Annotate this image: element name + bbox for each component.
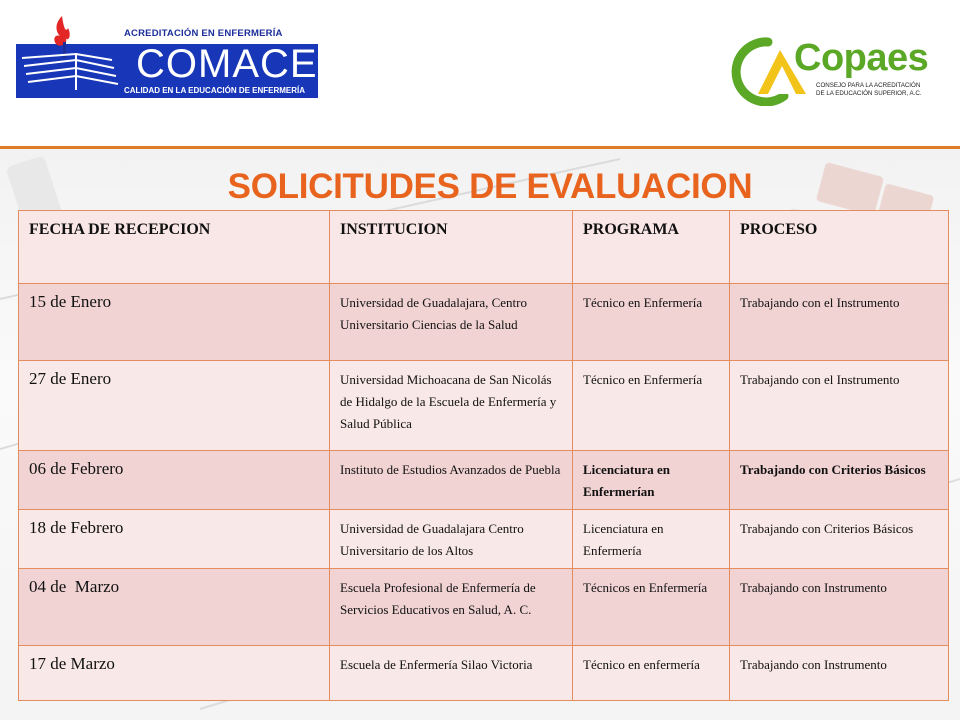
copaes-subtitle: [816, 82, 940, 98]
header-proceso: PROCESO: [730, 211, 949, 284]
comace-tagline-top: ACREDITACIÓN EN ENFERMERÍA: [124, 28, 283, 39]
table-row: [19, 569, 949, 646]
cell-institucion: Universidad de Guadalajara Centro Universitario de los Altos: [330, 510, 573, 569]
copaes-wordmark: Copaes: [794, 37, 929, 79]
table-header-row: [19, 211, 949, 284]
copaes-subtitle-line-1: CONSEJO PARA LA ACREDITACIÓN: [816, 82, 921, 89]
header-institucion: INSTITUCION: [330, 211, 573, 284]
table-row: [19, 510, 949, 569]
table-row: [19, 451, 949, 510]
cell-institucion: Universidad Michoacana de San Nicolás de Hidalgo de la Escuela de Enfermería y Salud Pública: [330, 361, 573, 451]
cell-programa: Técnico en Enfermería: [573, 284, 730, 361]
comace-tagline-bottom: CALIDAD EN LA EDUCACIÓN DE ENFERMERÍA: [124, 86, 306, 95]
book-flame-icon: [16, 14, 126, 98]
table-row: [19, 646, 949, 701]
header-programa: PROGRAMA: [573, 211, 730, 284]
page-title: SOLICITUDES DE EVALUACION: [227, 167, 753, 206]
comace-wordmark: COMACE: [136, 42, 318, 86]
table-row: [19, 284, 949, 361]
cell-fecha: 27 de Enero: [19, 361, 330, 451]
cell-programa: Técnicos en Enfermería: [573, 569, 730, 646]
cell-proceso: Trabajando con Criterios Básicos: [730, 510, 949, 569]
cell-fecha: 06 de Febrero: [19, 451, 330, 510]
cell-institucion: Instituto de Estudios Avanzados de Puebla: [330, 451, 573, 510]
cell-institucion: Universidad de Guadalajara, Centro Universitario Ciencias de la Salud: [330, 284, 573, 361]
header-fecha: FECHA DE RECEPCION: [19, 211, 330, 284]
cell-fecha: 04 de Marzo: [19, 569, 330, 646]
cell-institucion: Escuela Profesional de Enfermería de Servicios Educativos en Salud, A. C.: [330, 569, 573, 646]
copaes-logo: [728, 34, 938, 106]
cell-proceso: Trabajando con Criterios Básicos: [730, 451, 949, 510]
cell-fecha: 17 de Marzo: [19, 646, 330, 701]
cell-programa: Técnico en enfermería: [573, 646, 730, 701]
comace-logo: [16, 14, 318, 98]
cell-proceso: Trabajando con Instrumento: [730, 646, 949, 701]
cell-fecha: 15 de Enero: [19, 284, 330, 361]
cell-fecha: 18 de Febrero: [19, 510, 330, 569]
cell-programa: Técnico en Enfermería: [573, 361, 730, 451]
cell-institucion: Escuela de Enfermería Silao Victoria: [330, 646, 573, 701]
cell-programa: Licenciatura en Enfermería: [573, 510, 730, 569]
cell-proceso: Trabajando con Instrumento: [730, 569, 949, 646]
cell-proceso: Trabajando con el Instrumento: [730, 361, 949, 451]
copaes-subtitle-line-2: DE LA EDUCACIÓN SUPERIOR, A.C.: [816, 90, 922, 97]
table-row: [19, 361, 949, 451]
solicitudes-table: [18, 210, 949, 701]
cell-proceso: Trabajando con el Instrumento: [730, 284, 949, 361]
cell-programa: Licenciatura en Enfermerían: [573, 451, 730, 510]
